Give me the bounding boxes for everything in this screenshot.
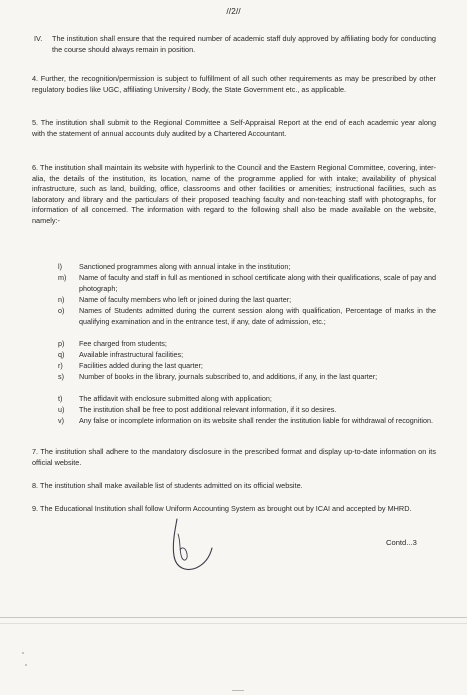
list-marker: s) xyxy=(58,372,64,381)
scan-speck xyxy=(22,652,24,654)
list-text: Name of faculty and staff in full as mentioned in school certificate along with their qualifications, scale of pay and photograph; xyxy=(79,273,436,293)
para-iv-marker: IV. xyxy=(34,34,43,43)
signature xyxy=(168,516,214,578)
list-item xyxy=(58,306,436,339)
para-5: 5. The institution shall submit to the Regional Committee a Self-Appraisal Report at the end of each academic year along with the statement of annual accounts duly audited by a Chartered Accountant. xyxy=(32,118,436,138)
list-item xyxy=(58,262,436,273)
continued-label: Contd...3 xyxy=(386,538,417,547)
list-text: The affidavit with enclosure submitted along with application; xyxy=(79,394,272,403)
list-item xyxy=(58,339,436,350)
list-item xyxy=(58,372,436,394)
list-text: Facilities added during the last quarter; xyxy=(79,361,203,370)
list-marker: q) xyxy=(58,350,65,359)
list-text: Fee charged from students; xyxy=(79,339,167,348)
scan-speck xyxy=(232,690,244,691)
list-item xyxy=(58,416,436,438)
para-7: 7. The institution shall adhere to the mandatory disclosure in the prescribed format and display up-to-date information on its official website. xyxy=(32,447,436,467)
para-6: 6. The institution shall maintain its website with hyperlink to the Council and the Eastern Regional Committee, covering, inter-alia, the details of the institution, its location, name of the programme applied for with intake; availability of physical infrastructure, such as land, building, office, classrooms and other facilities or amenities; instructional facilities, such as laboratory and library and the particulars of their proposed teaching faculty and non-teaching staff with photographs, for information of all concerned. The information with regard to the following shall also be made available on the website, namely:- xyxy=(32,163,436,225)
list-item xyxy=(58,295,436,306)
list-marker: p) xyxy=(58,339,65,348)
para-4: 4. Further, the recognition/permission is subject to fulfillment of all such other requirements as may be prescribed by other regulatory bodies like UGC, affiliating University / Body, the State Government etc., as applicable. xyxy=(32,74,436,94)
list-item xyxy=(58,273,436,295)
page-divider-shadow xyxy=(0,623,467,624)
para-8: 8. The institution shall make available list of students admitted on its official website. xyxy=(32,481,303,490)
list-item xyxy=(58,405,436,416)
scan-speck xyxy=(25,664,27,666)
list-marker: m) xyxy=(58,273,67,282)
list-item xyxy=(58,361,436,372)
list-text: The institution shall be free to post additional relevant information, if it so desires. xyxy=(79,405,337,414)
list-marker: u) xyxy=(58,405,65,414)
list-text: Name of faculty members who left or joined during the last quarter; xyxy=(79,295,292,304)
list-marker: o) xyxy=(58,306,65,315)
list-marker: t) xyxy=(58,394,63,403)
para-9: 9. The Educational Institution shall follow Uniform Accounting System as brought out by ICAI and accepted by MHRD. xyxy=(32,504,412,513)
list-marker: v) xyxy=(58,416,64,425)
page-number: //2// xyxy=(226,6,241,16)
list-text: Names of Students admitted during the current session along with qualification, Percentage of marks in the qualifying examination and in the entrance test, if any, date of admission, etc.; xyxy=(79,306,436,326)
para-iv-text: The institution shall ensure that the required number of academic staff duly approved by affiliating body for conducting the course should always remain in position. xyxy=(52,34,436,54)
list-marker: n) xyxy=(58,295,65,304)
list-marker: l) xyxy=(58,262,62,271)
list-text: Available infrastructural facilities; xyxy=(79,350,184,359)
list-text: Number of books in the library, journals subscribed to, and additions, if any, in the last quarter; xyxy=(79,372,378,381)
list-item xyxy=(58,394,436,405)
list-item xyxy=(58,350,436,361)
para-iv xyxy=(34,34,436,68)
list-marker: r) xyxy=(58,361,63,370)
list-text: Any false or incomplete information on its website shall render the institution liable for withdrawal of recognition. xyxy=(79,416,433,425)
list-text: Sanctioned programmes along with annual intake in the institution; xyxy=(79,262,291,271)
page-divider xyxy=(0,617,467,618)
